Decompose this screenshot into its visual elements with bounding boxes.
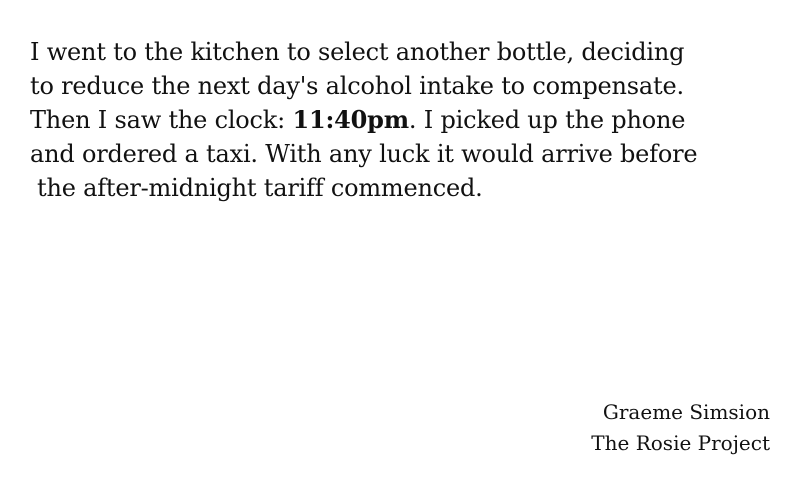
author-name: Graeme Simsion (602, 400, 770, 424)
quote-line-2: to reduce the next day's alcohol intake to compensate. (30, 72, 684, 100)
quote-line-3-end: . I picked up the phone (408, 106, 686, 134)
quote-line-4: and ordered a taxi. With any luck it would arrive before (30, 140, 698, 168)
book-title: The Rosie Project (591, 431, 770, 455)
quote-line-3 (30, 103, 775, 137)
quote-line-1: I went to the kitchen to select another bottle, deciding (30, 38, 685, 66)
quote-passage (30, 35, 775, 205)
clock-time: 11:40pm (292, 105, 409, 134)
quote-line-3-start: Then I saw the clock: (30, 106, 293, 134)
quote-line-5: the after-midnight tariff commenced. (37, 174, 483, 202)
attribution (591, 397, 770, 459)
